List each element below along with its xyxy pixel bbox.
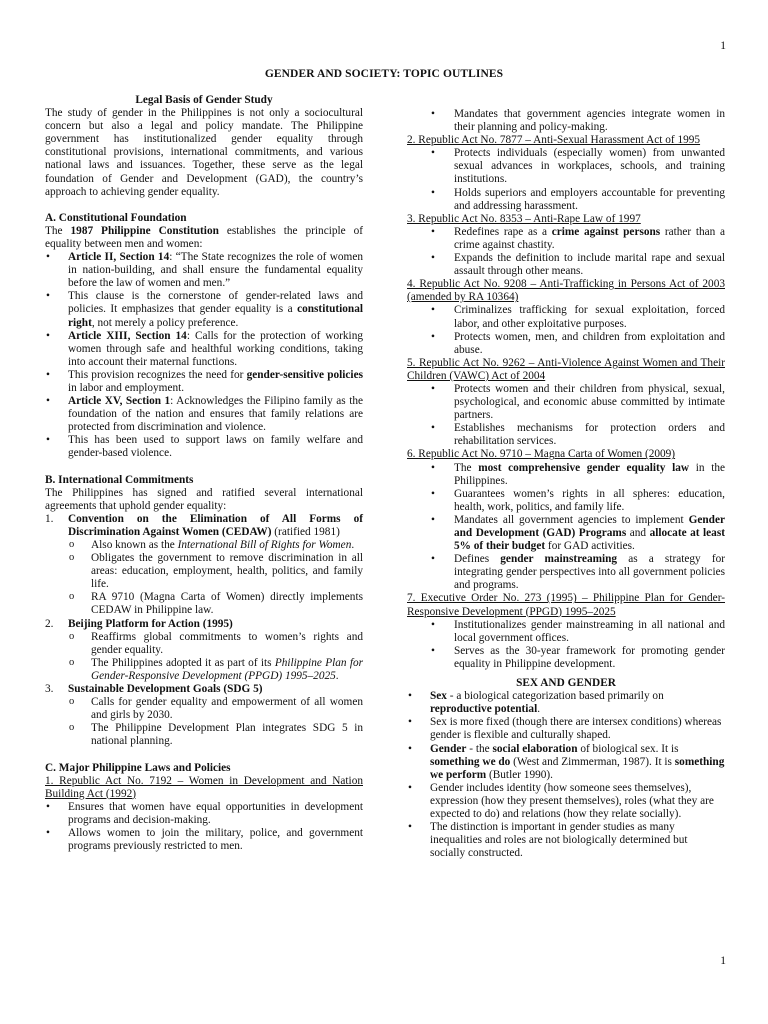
list-item: • Defines gender mainstreaming as a strategy for integrating gender perspectives into all government policies and programs. xyxy=(407,553,725,592)
list-item: • Gender - the social elaboration of biological sex. It is something we do (West and Zimmerman, 1987). It is something we perform (Butler 1990). xyxy=(407,743,725,782)
law-7-list xyxy=(407,619,725,671)
law-2-list xyxy=(407,147,725,212)
sub-list-item: o Obligates the government to remove discrimination in all areas: education, employment, health, politics, and family life. xyxy=(45,552,363,591)
law-3-list xyxy=(407,226,725,278)
list-item: • Establishes mechanisms for protection orders and rehabilitation services. xyxy=(407,422,725,448)
list-item: 2. Beijing Platform for Action (1995) o Reaffirms global commitments to women’s rights and gender equality. o The Philippines adopted it as part of its Philippine Plan for Gender-Responsive Development (PPGD) 1995–2025. xyxy=(45,618,363,683)
sub-list-item: o Reaffirms global commitments to women’s rights and gender equality. xyxy=(45,631,363,657)
list-item: • Gender includes identity (how someone sees themselves), expression (how they present themselves), roles (what they are expected to do) and relations (how they relate socially). xyxy=(407,782,725,821)
list-item: • Guarantees women’s rights in all spheres: education, health, work, politics, and family life. xyxy=(407,488,725,514)
list-item: • Article XV, Section 1: Acknowledges the Filipino family as the foundation of the nation and ensures that family relations are protected from discrimination and violence. xyxy=(45,395,363,434)
list-item: • Protects women and their children from physical, sexual, psychological, and economic abuse committed by intimate partners. xyxy=(407,383,725,422)
section-c-heading: C. Major Philippine Laws and Policies xyxy=(45,761,231,774)
list-item: • Sex is more fixed (though there are intersex conditions) whereas gender is flexible and culturally shaped. xyxy=(407,716,725,742)
sub-list-item: o The Philippine Development Plan integrates SDG 5 in national planning. xyxy=(45,722,363,748)
section-a-heading: A. Constitutional Foundation xyxy=(45,211,187,224)
list-item: • Article XIII, Section 14: Calls for the protection of working women through safe and healthful working conditions, taking into account their maternal functions. xyxy=(45,330,363,369)
law-4-list xyxy=(407,304,725,356)
section-a-intro: The 1987 Philippine Constitution establishes the principle of equality between men and women: xyxy=(45,224,364,250)
list-item: • Mandates all government agencies to implement Gender and Development (GAD) Programs and allocate at least 5% of their budget for GAD activities. xyxy=(407,514,725,553)
law-1-list xyxy=(45,801,363,853)
list-item: • The most comprehensive gender equality law in the Philippines. xyxy=(407,462,725,488)
list-item: • This has been used to support laws on family welfare and gender-based violence. xyxy=(45,434,363,460)
list-item: • The distinction is important in gender studies as many inequalities and roles are not biologically determined but socially constructed. xyxy=(407,821,725,860)
list-item: • Holds superiors and employers accountable for preventing and addressing harassment. xyxy=(407,187,725,213)
section-b-heading: B. International Commitments xyxy=(45,473,194,486)
list-item: • Article II, Section 14: “The State recognizes the role of women in nation-building, and shall ensure the fundamental equality before the law of women and men.” xyxy=(45,251,363,290)
legal-basis-heading: Legal Basis of Gender Study xyxy=(135,94,273,106)
section-a-list xyxy=(45,251,363,461)
sub-list-item: o Calls for gender equality and empowerment of all women and girls by 2030. xyxy=(45,696,363,722)
intro-paragraph: The study of gender in the Philippines is not only a sociocultural concern but also a legal and policy mandate. The Philippine government has institutionalized gender equality through constitutional provisions, international commitments, and various national laws and issuances. Together, these serve as the legal foundation of Gender and Development (GAD), the country’s approach to achieving gender equality. xyxy=(45,107,363,198)
law-5-title: 5. Republic Act No. 9262 – Anti-Violence Against Women and Their Children (VAWC) Act of 2004 xyxy=(407,356,725,382)
law-1-list-cont xyxy=(407,108,725,134)
section-b-intro: The Philippines has signed and ratified several international agreements that uphold gender equality: xyxy=(45,486,363,512)
list-item: 1. Convention on the Elimination of All Forms of Discrimination Against Women (CEDAW) (ratified 1981) o Also known as the International Bill of Rights for Women. o Obligates the government to remove discrimination in all areas: education, employment, health, politics, and family life. o RA 9710 (Magna Carta of Women) directly implements CEDAW in Philippine law. xyxy=(45,513,363,618)
list-item: • This clause is the cornerstone of gender-related laws and policies. It emphasizes that gender equality is a constitutional right, not merely a policy preference. xyxy=(45,290,363,329)
list-item: • Mandates that government agencies integrate women in their planning and policy-making. xyxy=(407,108,725,134)
law-2-title: 2. Republic Act No. 7877 – Anti-Sexual Harassment Act of 1995 xyxy=(407,134,701,147)
law-5-list xyxy=(407,383,725,448)
right-column xyxy=(407,108,725,860)
sub-list-item: o Also known as the International Bill of Rights for Women. xyxy=(45,539,363,552)
list-item: • Ensures that women have equal opportunities in development programs and decision-making. xyxy=(45,801,363,827)
list-item: • Protects women, men, and children from exploitation and abuse. xyxy=(407,331,725,357)
document-title: GENDER AND SOCIETY: TOPIC OUTLINES xyxy=(264,68,504,80)
list-item: • Serves as the 30-year framework for promoting gender equality in Philippine development. xyxy=(407,645,725,671)
list-item: • Criminalizes trafficking for sexual exploitation, forced labor, and other exploitative purposes. xyxy=(407,304,725,330)
list-item: • Protects individuals (especially women) from unwanted sexual advances in workplaces, schools, and training institutions. xyxy=(407,147,725,186)
sub-list-item: o RA 9710 (Magna Carta of Women) directly implements CEDAW in Philippine law. xyxy=(45,591,363,617)
page-number-bottom: 1 xyxy=(720,955,726,967)
list-item: • Expands the definition to include marital rape and sexual assault through other means. xyxy=(407,252,725,278)
list-item: 3. Sustainable Development Goals (SDG 5) o Calls for gender equality and empowerment of all women and girls by 2030. o The Philippine Development Plan integrates SDG 5 in national planning. xyxy=(45,683,363,748)
law-1-title: 1. Republic Act No. 7192 – Women in Development and Nation Building Act (1992) xyxy=(45,774,363,800)
law-4-title: 4. Republic Act No. 9208 – Anti-Trafficking in Persons Act of 2003 (amended by RA 10364) xyxy=(407,278,725,304)
law-6-list xyxy=(407,462,725,593)
sex-gender-list xyxy=(407,690,725,860)
list-item: • This provision recognizes the need for gender-sensitive policies in labor and employment. xyxy=(45,369,363,395)
law-6-title: 6. Republic Act No. 9710 – Magna Carta of Women (2009) xyxy=(407,448,676,461)
list-item: • Institutionalizes gender mainstreaming in all national and local government offices. xyxy=(407,619,725,645)
section-b-list xyxy=(45,513,363,749)
list-item: • Redefines rape as a crime against persons rather than a crime against chastity. xyxy=(407,226,725,252)
page-number-top: 1 xyxy=(720,40,726,52)
law-7-title: 7. Executive Order No. 273 (1995) – Philippine Plan for Gender-Responsive Development (PPGD) 1995–2025 xyxy=(407,592,725,618)
left-column xyxy=(45,94,363,853)
sex-and-gender-heading: SEX AND GENDER xyxy=(516,677,616,690)
law-3-title: 3. Republic Act No. 8353 – Anti-Rape Law of 1997 xyxy=(407,212,641,225)
list-item: • Sex - a biological categorization based primarily on reproductive potential. xyxy=(407,690,725,716)
sub-list-item: o The Philippines adopted it as part of its Philippine Plan for Gender-Responsive Development (PPGD) 1995–2025. xyxy=(45,657,363,683)
list-item: • Allows women to join the military, police, and government programs previously restricted to men. xyxy=(45,827,363,853)
